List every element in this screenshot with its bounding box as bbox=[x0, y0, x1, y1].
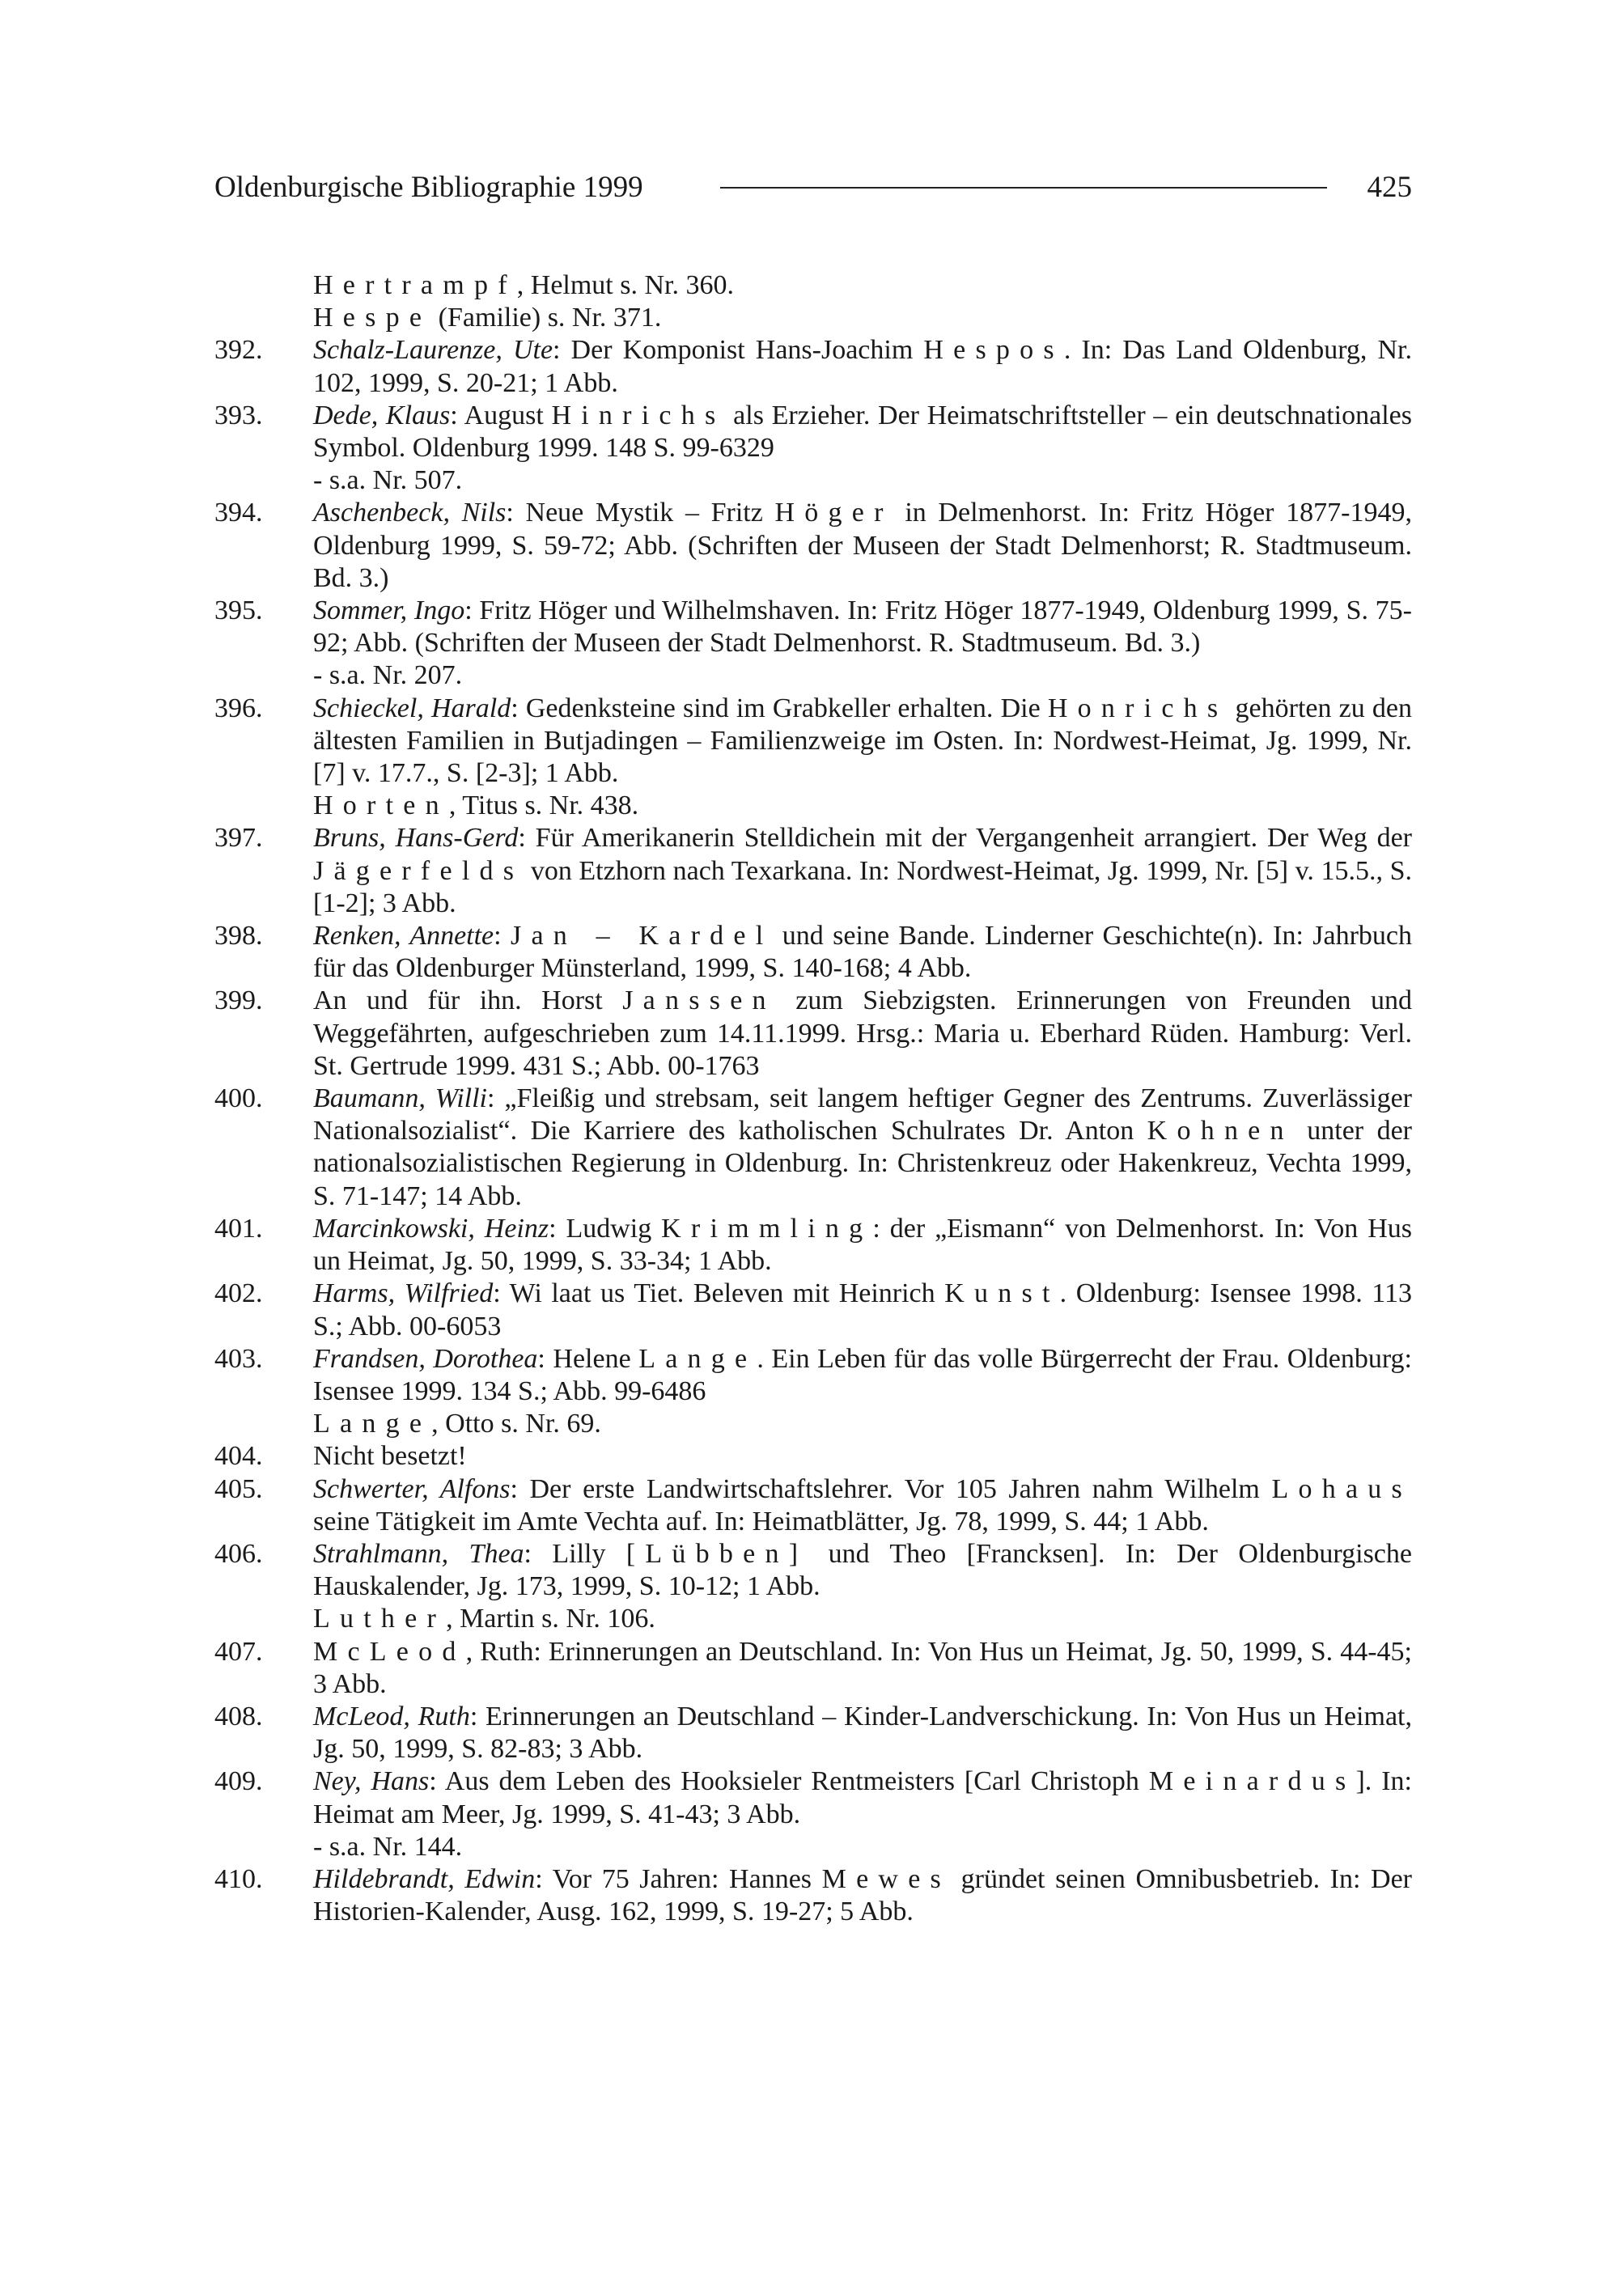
entry-author: Aschenbeck, Nils bbox=[313, 498, 507, 528]
entry-text bbox=[313, 1343, 1412, 1408]
entry-number: 394. bbox=[214, 498, 263, 528]
entry-body: : Erinnerungen an Deutschland – Kinder-Landverschickung. In: Von Hus un Heimat, Jg. 50, 1999, S. 82-83; 3 Abb. bbox=[313, 1701, 1412, 1765]
bibliography-entry bbox=[214, 985, 1412, 1083]
entry-author: Frandsen, Dorothea bbox=[313, 1343, 538, 1374]
entry-body: . Ein Leben für das volle Bürgerrecht der Frau. Oldenburg: Isensee 1999. 134 S.; Abb. 99-6486 bbox=[313, 1343, 1412, 1406]
spaced-name: Jägerfelds bbox=[313, 855, 524, 886]
entry-text bbox=[313, 693, 1412, 790]
bibliography-entry bbox=[214, 822, 1412, 920]
entry-body: , Ruth: Erinnerungen an Deutschland. In: Von Hus un Heimat, Jg. 50, 1999, S. 44-45; 3 Abb. bbox=[313, 1636, 1412, 1699]
entry-text bbox=[313, 1408, 1412, 1440]
cross-reference: - s.a. Nr. 507. bbox=[313, 465, 463, 496]
entry-text bbox=[313, 497, 1412, 595]
entry-text bbox=[313, 302, 1412, 334]
header-rule bbox=[720, 187, 1327, 189]
page-number: 425 bbox=[1367, 171, 1412, 204]
entry-body: : Neue Mystik – Fritz bbox=[506, 498, 775, 528]
entry-number: 404. bbox=[214, 1441, 263, 1472]
entry-body: : Helene bbox=[537, 1343, 639, 1374]
entry-text bbox=[313, 269, 1412, 302]
entry-number: 397. bbox=[214, 823, 263, 854]
spaced-name: Meinardus bbox=[1148, 1766, 1356, 1797]
spaced-name: Jan – Kardel bbox=[510, 921, 774, 952]
spaced-name: Krimmling bbox=[661, 1213, 873, 1244]
entry-text bbox=[313, 920, 1412, 985]
bibliography-entry bbox=[214, 1701, 1412, 1765]
entry-text bbox=[313, 1538, 1412, 1603]
entry-author: Marcinkowski, Heinz bbox=[313, 1213, 549, 1244]
bibliography-entry bbox=[214, 1408, 1412, 1440]
entry-author: Schieckel, Harald bbox=[313, 693, 511, 723]
entry-body: und seine Bande. Linderner Geschichte(n). In: Jahrbuch für das Oldenburger Münsterland, 1999, S. 140-168; 4 Abb. bbox=[313, 921, 1412, 984]
entry-body: : Fritz Höger und Wilhelmshaven. In: Fritz Höger 1877-1949, Oldenburg 1999, S. 75-92; Abb. (Schriften der Museen der Stadt Delmenhorst. R. Stadtmuseum. Bd. 3.) bbox=[313, 596, 1413, 659]
entry-author: Hildebrandt, Edwin bbox=[313, 1863, 536, 1894]
entry-number: 407. bbox=[214, 1636, 263, 1667]
entry-body: : Vor 75 Jahren: Hannes bbox=[535, 1863, 822, 1894]
entry-body: : Aus dem Leben des Hooksieler Rentmeisters [Carl Christoph bbox=[429, 1766, 1149, 1797]
entry-text bbox=[313, 1473, 1412, 1538]
entry-number: 392. bbox=[214, 335, 263, 366]
entry-body: An und für ihn. Horst bbox=[313, 985, 623, 1016]
entry-body: : Der erste Landwirtschaftslehrer. Vor 105 Jahren nahm Wilhelm bbox=[510, 1473, 1272, 1504]
bibliography-entry bbox=[214, 693, 1412, 790]
entry-body: : Gedenksteine sind im Grabkeller erhalten. Die bbox=[511, 693, 1048, 723]
bibliography-entry bbox=[214, 1863, 1412, 1928]
entry-text bbox=[313, 790, 1412, 822]
entry-number: 396. bbox=[214, 693, 263, 723]
entry-body: : Ludwig bbox=[549, 1213, 662, 1244]
entry-body: gründet seinen Omnibusbetrieb. In: Der Historien-Kalender, Ausg. 162, 1999, S. 19-27; 5 Abb. bbox=[313, 1863, 1412, 1927]
spaced-name: Kunst bbox=[944, 1278, 1060, 1309]
entry-author: Baumann, Willi bbox=[313, 1083, 488, 1114]
entry-text bbox=[313, 1765, 1412, 1863]
entry-author: Harms, Wilfried bbox=[313, 1278, 494, 1309]
entry-author: Schalz-Laurenze, Ute bbox=[313, 335, 553, 366]
entry-text bbox=[313, 822, 1412, 920]
entry-body: als Erzieher. Der Heimatschriftsteller – ein deutschnationales Symbol. Oldenburg 1999. 148 S. 99-6329 bbox=[313, 400, 1412, 464]
entry-body: , Titus s. Nr. 438. bbox=[448, 790, 639, 821]
bibliography-entry bbox=[214, 1473, 1412, 1538]
entry-author: Bruns, Hans-Gerd bbox=[313, 823, 519, 854]
entry-number: 400. bbox=[214, 1083, 263, 1114]
entry-number: 402. bbox=[214, 1278, 263, 1309]
entry-body: . In: Das Land Oldenburg, Nr. 102, 1999, S. 20-21; 1 Abb. bbox=[313, 335, 1412, 398]
bibliography-entry bbox=[214, 1538, 1412, 1603]
entry-number: 401. bbox=[214, 1213, 263, 1244]
cross-reference: - s.a. Nr. 144. bbox=[313, 1831, 463, 1862]
spaced-name: Hinrichs bbox=[551, 400, 726, 430]
entry-body: : August bbox=[450, 400, 552, 430]
entry-body: Nicht besetzt! bbox=[313, 1441, 467, 1472]
entry-text bbox=[313, 1701, 1412, 1765]
entry-body: , Martin s. Nr. 106. bbox=[446, 1604, 655, 1634]
entry-text bbox=[313, 1636, 1412, 1701]
entry-author: Strahlmann, Thea bbox=[313, 1538, 524, 1569]
cross-reference: - s.a. Nr. 207. bbox=[313, 660, 463, 691]
entry-text bbox=[313, 595, 1412, 693]
entry-body: : Lilly bbox=[524, 1538, 626, 1569]
spaced-name: Hespe bbox=[313, 303, 432, 333]
bibliography-entry bbox=[214, 595, 1412, 693]
entry-author: Dede, Klaus bbox=[313, 400, 451, 430]
entry-body: seine Tätigkeit im Amte Vechta auf. In: Heimatblätter, Jg. 78, 1999, S. 44; 1 Abb. bbox=[313, 1506, 1209, 1536]
entry-body: : „Fleißig und strebsam, seit langem heftiger Gegner des Zentrums. Zuverlässiger Nationalsozialist“. Die Karriere des katholischen Schulrates Dr. Anton bbox=[313, 1083, 1412, 1146]
spaced-name: Luther bbox=[313, 1604, 447, 1634]
bibliography-entry bbox=[214, 1278, 1412, 1342]
entry-text bbox=[313, 1213, 1412, 1278]
entry-body: ]. In: Heimat am Meer, Jg. 1999, S. 41-43; 3 Abb. bbox=[313, 1766, 1412, 1829]
bibliography-entry bbox=[214, 790, 1412, 822]
spaced-name: Janssen bbox=[622, 985, 776, 1016]
spaced-name: Hertrampf bbox=[313, 270, 517, 300]
entry-body: : der „Eismann“ von Delmenhorst. In: Von Hus un Heimat, Jg. 50, 1999, S. 33-34; 1 Abb. bbox=[313, 1213, 1412, 1277]
bibliography-entry bbox=[214, 302, 1412, 334]
spaced-name: Lange bbox=[313, 1409, 432, 1439]
bibliography-entry bbox=[214, 1440, 1412, 1473]
entry-body: , Otto s. Nr. 69. bbox=[431, 1409, 601, 1439]
entry-body: unter der nationalsozialistischen Regierung in Oldenburg. In: Christenkreuz oder Hakenkreuz, Vechta 1999, S. 71-147; 14 Abb. bbox=[313, 1116, 1412, 1211]
entry-text bbox=[313, 1083, 1412, 1213]
spaced-name: [Lübben] bbox=[625, 1538, 808, 1569]
bibliography-entry bbox=[214, 1083, 1412, 1213]
entry-body: . Oldenburg: Isensee 1998. 113 S.; Abb. 00-6053 bbox=[313, 1278, 1413, 1341]
entry-body: : Für Amerikanerin Stelldichein mit der Vergangenheit arrangiert. Der Weg der bbox=[518, 823, 1412, 854]
spaced-name: Lange bbox=[638, 1343, 757, 1374]
entry-text bbox=[313, 985, 1412, 1083]
entry-body: zum Siebzigsten. Erinnerungen von Freunden und Weggefährten, aufgeschrieben zum 14.11.1999. Hrsg.: Maria u. Eberhard Rüden. Hamburg: Verl. St. Gertrude 1999. 431 S.; Abb. 00-1763 bbox=[313, 985, 1413, 1081]
entry-body: : bbox=[494, 921, 511, 952]
spaced-name: Kohnen bbox=[1147, 1116, 1294, 1146]
entry-number: 409. bbox=[214, 1766, 263, 1797]
entry-author: McLeod, Ruth bbox=[313, 1701, 470, 1731]
bibliography-entry bbox=[214, 1603, 1412, 1635]
entry-body: (Familie) s. Nr. 371. bbox=[431, 303, 662, 333]
bibliography-entry bbox=[214, 334, 1412, 399]
entry-author: Ney, Hans bbox=[313, 1766, 430, 1797]
entry-text bbox=[313, 1863, 1412, 1928]
entry-body: : Der Komponist Hans-Joachim bbox=[553, 335, 924, 366]
spaced-name: Lohaus bbox=[1271, 1473, 1412, 1504]
entry-text bbox=[313, 1440, 1412, 1473]
entry-body: , Helmut s. Nr. 360. bbox=[516, 270, 734, 300]
bibliography-entry bbox=[214, 1636, 1412, 1701]
bibliography-entry bbox=[214, 1213, 1412, 1278]
entry-text bbox=[313, 1278, 1412, 1342]
entry-number: 403. bbox=[214, 1343, 263, 1374]
entry-number: 408. bbox=[214, 1701, 263, 1731]
entry-number: 393. bbox=[214, 400, 263, 430]
spaced-name: McLeod bbox=[313, 1636, 466, 1667]
entry-number: 395. bbox=[214, 596, 263, 626]
entry-text bbox=[313, 334, 1412, 399]
entry-body: : Wi laat us Tiet. Beleven mit Heinrich bbox=[493, 1278, 945, 1309]
spaced-name: Horten bbox=[313, 790, 449, 821]
entry-number: 399. bbox=[214, 985, 263, 1016]
entry-body: gehörten zu den ältesten Familien in Butjadingen – Familienzweige im Osten. In: Nordwest-Heimat, Jg. 1999, Nr. [7] v. 17.7., S. [2-3]; 1 Abb. bbox=[313, 693, 1413, 789]
bibliography-entry bbox=[214, 497, 1412, 595]
spaced-name: Mewes bbox=[821, 1863, 952, 1894]
entry-body: in Delmenhorst. In: Fritz Höger 1877-1949, Oldenburg 1999, S. 59-72; Abb. (Schriften der Museen der Stadt Delmenhorst; R. Stadtmuseum. Bd. 3.) bbox=[313, 498, 1412, 593]
header-title: Oldenburgische Bibliographie 1999 bbox=[214, 171, 643, 204]
entry-number: 398. bbox=[214, 921, 263, 952]
bibliography-entry bbox=[214, 1765, 1412, 1863]
entry-body: von Etzhorn nach Texarkana. In: Nordwest-Heimat, Jg. 1999, Nr. [5] v. 15.5., S. [1-2]; 3 Abb. bbox=[313, 855, 1412, 918]
entry-author: Sommer, Ingo bbox=[313, 596, 465, 626]
entry-number: 410. bbox=[214, 1863, 263, 1894]
spaced-name: Höger bbox=[774, 498, 893, 528]
spaced-name: Honrichs bbox=[1047, 693, 1228, 723]
entry-text bbox=[313, 1603, 1412, 1635]
bibliography-entry bbox=[214, 400, 1412, 498]
entry-number: 405. bbox=[214, 1473, 263, 1504]
entry-author: Schwerter, Alfons bbox=[313, 1473, 511, 1504]
bibliography-entry bbox=[214, 920, 1412, 985]
entry-body: und Theo [Francksen]. In: Der Oldenburgische Hauskalender, Jg. 173, 1999, S. 10-12; 1 Abb. bbox=[313, 1538, 1412, 1602]
bibliography-list bbox=[214, 269, 1412, 1928]
entry-text bbox=[313, 400, 1412, 498]
entry-number: 406. bbox=[214, 1538, 263, 1569]
entry-author: Renken, Annette bbox=[313, 921, 494, 952]
bibliography-entry bbox=[214, 269, 1412, 302]
running-header bbox=[214, 167, 1412, 208]
bibliography-entry bbox=[214, 1343, 1412, 1408]
spaced-name: Hespos bbox=[923, 335, 1064, 366]
